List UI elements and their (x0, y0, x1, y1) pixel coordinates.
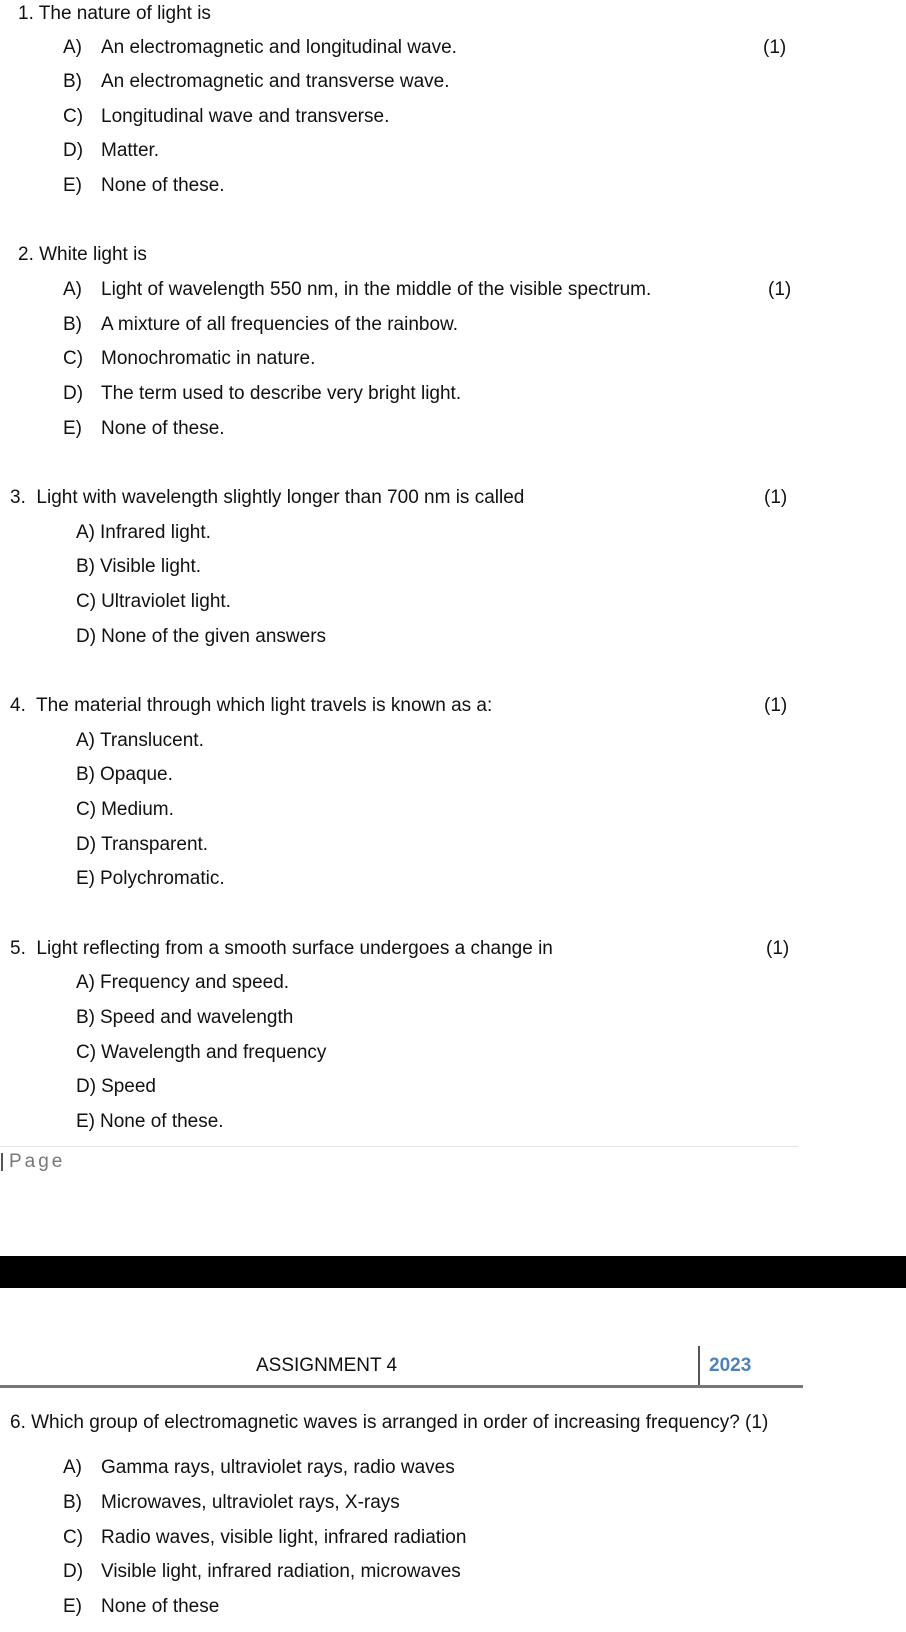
question-4-option-b (76, 764, 173, 786)
option-letter: B) (76, 1007, 95, 1028)
option-letter: C) (76, 591, 97, 612)
question-3-mark: (1) (764, 487, 788, 508)
question-4-prompt: 4. The material through which light travels is known as a: (10, 695, 493, 716)
option-letter: D) (63, 383, 84, 404)
option-text: None of these. (100, 1111, 224, 1132)
option-text: Monochromatic in nature. (101, 348, 316, 369)
option-text: None of these. (101, 175, 225, 196)
question-3-prompt: 3. Light with wavelength slightly longer than 700 nm is called (10, 487, 525, 508)
question-2-option-d (63, 383, 461, 405)
question-6-option-d (63, 1561, 461, 1583)
question-6-option-a (63, 1457, 455, 1479)
option-letter: B) (63, 1492, 82, 1513)
option-text: Opaque. (100, 764, 173, 785)
option-letter: A) (76, 730, 95, 751)
option-letter: C) (63, 348, 84, 369)
option-text: Wavelength and frequency (101, 1042, 327, 1063)
option-letter: E) (63, 175, 82, 196)
option-text: A mixture of all frequencies of the rainbow. (101, 314, 458, 335)
question-1-option-e (63, 175, 225, 197)
option-text: None of the given answers (101, 626, 327, 647)
question-5-prompt: 5. Light reflecting from a smooth surface undergoes a change in (10, 938, 553, 959)
option-letter: E) (76, 1111, 95, 1132)
question-3-option-a (76, 522, 211, 544)
header-underline (0, 1385, 803, 1388)
option-letter: E) (63, 1596, 82, 1617)
option-letter: B) (76, 764, 95, 785)
option-text: An electromagnetic and transverse wave. (101, 71, 450, 92)
question-6-option-e (63, 1596, 219, 1618)
option-letter: C) (63, 106, 84, 127)
option-letter: D) (63, 140, 84, 161)
option-text: Visible light. (100, 556, 202, 577)
option-text: Transparent. (101, 834, 209, 855)
question-1-option-b (63, 71, 450, 93)
option-letter: B) (63, 71, 82, 92)
question-1-prompt: 1. The nature of light is (18, 3, 211, 24)
question-6-option-b (63, 1492, 400, 1514)
option-letter: B) (63, 314, 82, 335)
option-text: Polychromatic. (100, 868, 225, 889)
question-5-option-a (76, 972, 289, 994)
option-text: Medium. (101, 799, 174, 820)
question-3-option-b (76, 556, 201, 578)
header-separator (698, 1346, 700, 1386)
option-letter: C) (76, 1042, 97, 1063)
question-1-mark: (1) (763, 37, 787, 58)
question-2-option-b (63, 314, 458, 336)
option-text: Ultraviolet light. (101, 591, 231, 612)
option-text: An electromagnetic and longitudinal wave. (101, 37, 457, 58)
option-text: Gamma rays, ultraviolet rays, radio waves (101, 1457, 455, 1478)
question-2-option-a (63, 279, 651, 301)
option-letter: D) (63, 1561, 84, 1582)
option-letter: A) (76, 522, 95, 543)
option-text: Visible light, infrared radiation, microwaves (101, 1561, 461, 1582)
question-4-option-c (76, 799, 174, 821)
question-5-option-e (76, 1111, 224, 1133)
option-letter: E) (63, 418, 82, 439)
option-text: Frequency and speed. (100, 972, 290, 993)
question-2-mark: (1) (768, 279, 792, 300)
question-4-option-d (76, 834, 208, 856)
question-4-option-a (76, 730, 204, 752)
page-footer-bar (1, 1153, 3, 1171)
option-letter: C) (63, 1527, 84, 1548)
option-letter: E) (76, 868, 95, 889)
page-footer-divider (0, 1146, 798, 1147)
question-3-option-d (76, 626, 326, 648)
question-2-option-e (63, 418, 225, 440)
question-2-option-c (63, 348, 315, 370)
option-text: Radio waves, visible light, infrared radiation (101, 1527, 467, 1548)
option-letter: C) (76, 799, 97, 820)
question-2-prompt: 2. White light is (18, 244, 147, 265)
option-text: Speed and wavelength (100, 1007, 294, 1028)
question-1-option-d (63, 140, 159, 162)
page-footer-label: Page (9, 1151, 66, 1172)
option-letter: D) (76, 1076, 97, 1097)
option-text: None of these (101, 1596, 220, 1617)
option-letter: A) (63, 1457, 82, 1478)
option-letter: A) (63, 37, 82, 58)
question-5-mark: (1) (766, 938, 790, 959)
question-1-option-a (63, 37, 457, 59)
option-text: Speed (101, 1076, 157, 1097)
option-text: Translucent. (100, 730, 204, 751)
option-text: The term used to describe very bright light. (101, 383, 462, 404)
option-text: Matter. (101, 140, 160, 161)
question-3-option-c (76, 591, 231, 613)
option-text: Light of wavelength 550 nm, in the middle of the visible spectrum. (101, 279, 652, 300)
option-text: Longitudinal wave and transverse. (101, 106, 390, 127)
option-letter: D) (76, 834, 97, 855)
assignment-title: ASSIGNMENT 4 (256, 1355, 398, 1376)
question-5-option-d (76, 1076, 156, 1098)
question-1-option-c (63, 106, 389, 128)
page-break-band (0, 1256, 906, 1288)
option-text: Microwaves, ultraviolet rays, X-rays (101, 1492, 400, 1513)
option-letter: D) (76, 626, 97, 647)
question-4-option-e (76, 868, 225, 890)
option-letter: B) (76, 556, 95, 577)
question-4-mark: (1) (764, 695, 788, 716)
option-text: Infrared light. (100, 522, 211, 543)
option-letter: A) (76, 972, 95, 993)
option-letter: A) (63, 279, 82, 300)
question-6-option-c (63, 1527, 466, 1549)
option-text: None of these. (101, 418, 225, 439)
question-5-option-c (76, 1042, 326, 1064)
question-5-option-b (76, 1007, 293, 1029)
question-6-prompt: 6. Which group of electromagnetic waves is arranged in order of increasing frequency? (1) (10, 1412, 769, 1433)
assignment-year: 2023 (709, 1355, 752, 1376)
